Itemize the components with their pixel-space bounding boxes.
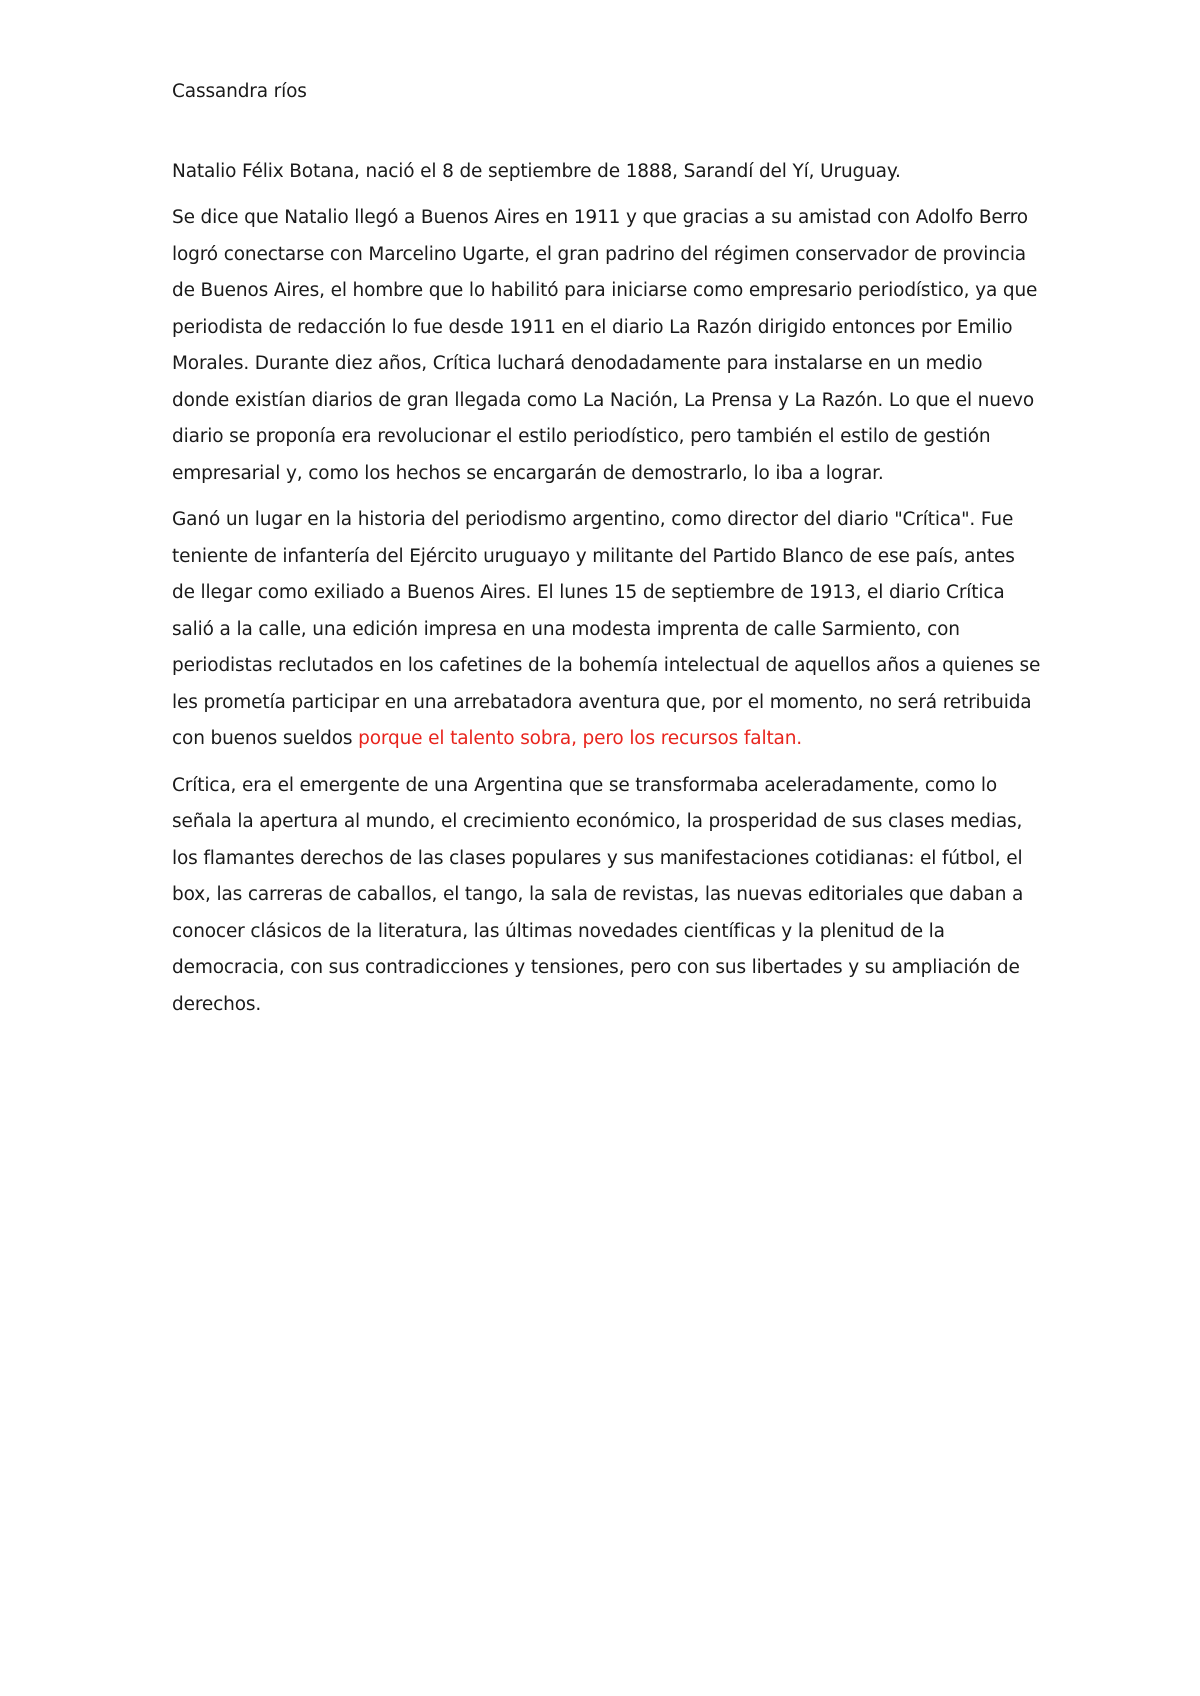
paragraph-text: Se dice que Natalio llegó a Buenos Aires en 1911 y que gracias a su amistad con Adolfo Berro logró conectarse con Marcelino Ugarte, el gran padrino del régimen conservador de provincia de Buenos Aires, el hombre que lo habilitó para iniciarse como empresario periodístico, ya que periodista de redacción lo fue desde 1911 en el diario La Razón dirigido entonces por Emilio Morales. Durante diez años, Crítica luchará denodadamente para instalarse en un medio donde existían diarios de gran llegada como La Nación, La Prensa y La Razón. Lo que el nuevo diario se proponía era revolucionar el estilo periodístico, pero también el estilo de gestión empresarial y, como los hechos se encargarán de demostrarlo, lo iba a lograr. <box>172 207 1038 484</box>
paragraph-critica-context <box>172 768 1042 1024</box>
paragraph-text: Ganó un lugar en la historia del periodismo argentino, como director del diario "Crítica". Fue teniente de infantería del Ejército uruguayo y militante del Partido Blanco de ese país, antes de llegar como exiliado a Buenos Aires. El lunes 15 de septiembre de 1913, el diario Crítica salió a la calle, una edición impresa en una modesta imprenta de calle Sarmiento, con periodistas reclutados en los cafetines de la bohemía intelectual de aquellos años a quienes se les prometía participar en una arrebatadora aventura que, por el momento, no será retribuida con buenos sueldos <box>172 509 1041 749</box>
highlighted-text: porque el talento sobra, pero los recursos faltan. <box>358 728 803 749</box>
paragraph-buenos-aires <box>172 200 1042 492</box>
paragraph-text: Crítica, era el emergente de una Argentina que se transformaba aceleradamente, como lo señala la apertura al mundo, el crecimiento económico, la prosperidad de sus clases medias, los flamantes derechos de las clases populares y sus manifestaciones cotidianas: el fútbol, el box, las carreras de caballos, el tango, la sala de revistas, las nuevas editoriales que daban a conocer clásicos de la literatura, las últimas novedades científicas y la plenitud de la democracia, con sus contradicciones y tensiones, pero con sus libertades y su ampliación de derechos. <box>172 774 1024 1015</box>
author-name: Cassandra ríos <box>172 81 307 102</box>
paragraph-critica-founding <box>172 502 1042 758</box>
paragraph-birth <box>172 154 1042 191</box>
document-body <box>172 74 1042 1033</box>
paragraph-text: Natalio Félix Botana, nació el 8 de septiembre de 1888, Sarandí del Yí, Uruguay. <box>172 160 901 182</box>
